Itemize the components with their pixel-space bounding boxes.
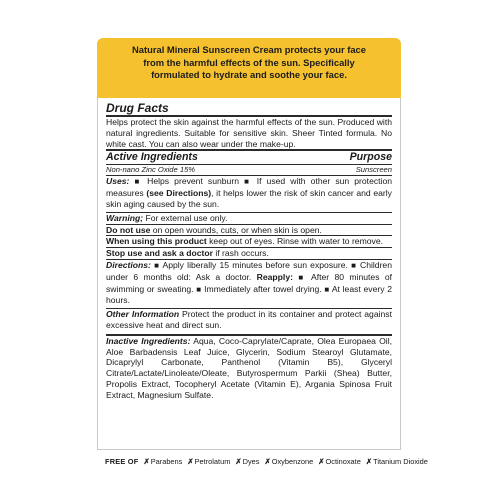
direction-2: Children under 6 months old: Ask a doctor.	[106, 259, 392, 282]
drug-facts-title: Drug Facts	[106, 101, 169, 115]
uses-text-a: Helps prevent sunburn	[147, 176, 239, 187]
free-of-label: FREE OF	[105, 457, 139, 466]
reapply-label: Reapply:	[256, 271, 293, 282]
do-not-use-text: on open wounds, cuts, or when skin is open.	[152, 224, 322, 235]
cross-mark-icon: ✗	[187, 457, 194, 466]
free-of-item: Titanium Dioxide	[373, 457, 428, 466]
inactive-ingredients-text: Aqua, Coco-Caprylate/Caprate, Olea Europaea Oil, Aloe Barbadensis Leaf Juice, Glycerin, Sodium Stearoyl Glutamate, Dicaprylyl Carbonate, Panthenol (Vitamin B5), Glyceryl Citrate/Lactate/Linoleate/Oleate, Butyrospermum Parkii (Shea) Butter, Propolis Extract, Tocopheryl Acetate (Vitamin E), Argania Spinosa Fruit Extract, Magnesium Sulfate.	[106, 335, 393, 400]
active-ingredient-row	[106, 165, 392, 175]
banner-line-3: formulated to hydrate and soothe your face.	[151, 69, 347, 81]
free-of-item: Petrolatum	[194, 457, 231, 466]
cross-mark-icon: ✗	[143, 457, 150, 466]
active-ingredient: Non-nano Zinc Oxide 15%	[106, 165, 196, 175]
warning-label: Warning;	[106, 212, 144, 223]
banner-line-1: Natural Mineral Sunscreen Cream protects your face	[132, 44, 366, 55]
free-of-line	[105, 457, 428, 466]
bullet-icon: ■	[134, 177, 143, 187]
active-ingredients-heading: Active Ingredients	[106, 151, 198, 164]
warning-text: For external use only.	[145, 212, 228, 223]
banner-line-2: from the harmful effects of the sun. Specifically	[143, 56, 355, 68]
uses-section	[106, 176, 392, 209]
other-information-label: Other Information	[106, 309, 180, 320]
do-not-use-label: Do not use	[106, 224, 151, 235]
other-information-text: Protect the product in its container and protect against excessive heat and direct sun.	[106, 309, 392, 330]
uses-text-b: If used with other sun protection measures	[106, 176, 392, 199]
bullet-icon: ■	[196, 284, 202, 294]
when-using-text: keep out of eyes. Rinse with water to remove.	[209, 236, 383, 247]
bullet-icon: ■	[298, 272, 307, 282]
directions-label: Directions:	[106, 259, 151, 270]
cross-mark-icon: ✗	[235, 457, 242, 466]
stop-use-section	[106, 248, 392, 259]
bullet-icon: ■	[351, 260, 357, 270]
uses-directions-ref: (see Directions)	[146, 188, 212, 199]
free-of-item: Parabens	[150, 457, 183, 466]
cross-mark-icon: ✗	[365, 457, 373, 466]
inactive-ingredients-section	[106, 336, 392, 401]
do-not-use-section	[106, 225, 392, 236]
direction-3: After 80 minutes of swimming or sweating.	[106, 271, 393, 294]
directions-section	[106, 260, 392, 306]
product-banner	[97, 38, 401, 98]
free-of-item: Octinoxate	[325, 457, 361, 466]
direction-1: Apply liberally 15 minutes before sun exposure.	[162, 259, 348, 270]
purpose-value: Sunscreen	[355, 165, 392, 175]
inactive-ingredients-label: Inactive Ingredients:	[106, 335, 191, 346]
direction-5: At least every 2 hours.	[106, 283, 393, 306]
bullet-icon: ■	[324, 284, 330, 294]
purpose-heading: Purpose	[349, 151, 392, 164]
when-using-label: When using this product	[106, 236, 207, 247]
free-of-item: Oxybenzone	[271, 457, 314, 466]
other-information-section	[106, 309, 392, 331]
bullet-icon: ■	[244, 177, 252, 187]
bullet-icon: ■	[154, 260, 160, 270]
uses-label: Uses:	[106, 176, 130, 187]
cross-mark-icon: ✗	[318, 457, 325, 466]
intro-text: Helps protect the skin against the harmful effects of the sun. Produced with natural ingredients. Suitable for sensitive skin. Sheer Tinted formula. No white cast. You can also wear under the make-up.	[106, 117, 392, 149]
drug-facts-panel	[97, 98, 401, 450]
cross-mark-icon: ✗	[264, 457, 271, 466]
warning-section	[106, 213, 392, 224]
active-ingredients-header	[106, 151, 392, 164]
when-using-section	[106, 236, 392, 247]
direction-4: Immediately after towel drying.	[204, 283, 322, 294]
uses-text-c: , it helps lower the risk of skin cancer and early skin aging caused by the sun.	[106, 188, 392, 209]
stop-use-text: if rash occurs.	[215, 248, 269, 259]
stop-use-label: Stop use and ask a doctor	[106, 248, 213, 259]
free-of-item: Dyes	[242, 457, 260, 466]
